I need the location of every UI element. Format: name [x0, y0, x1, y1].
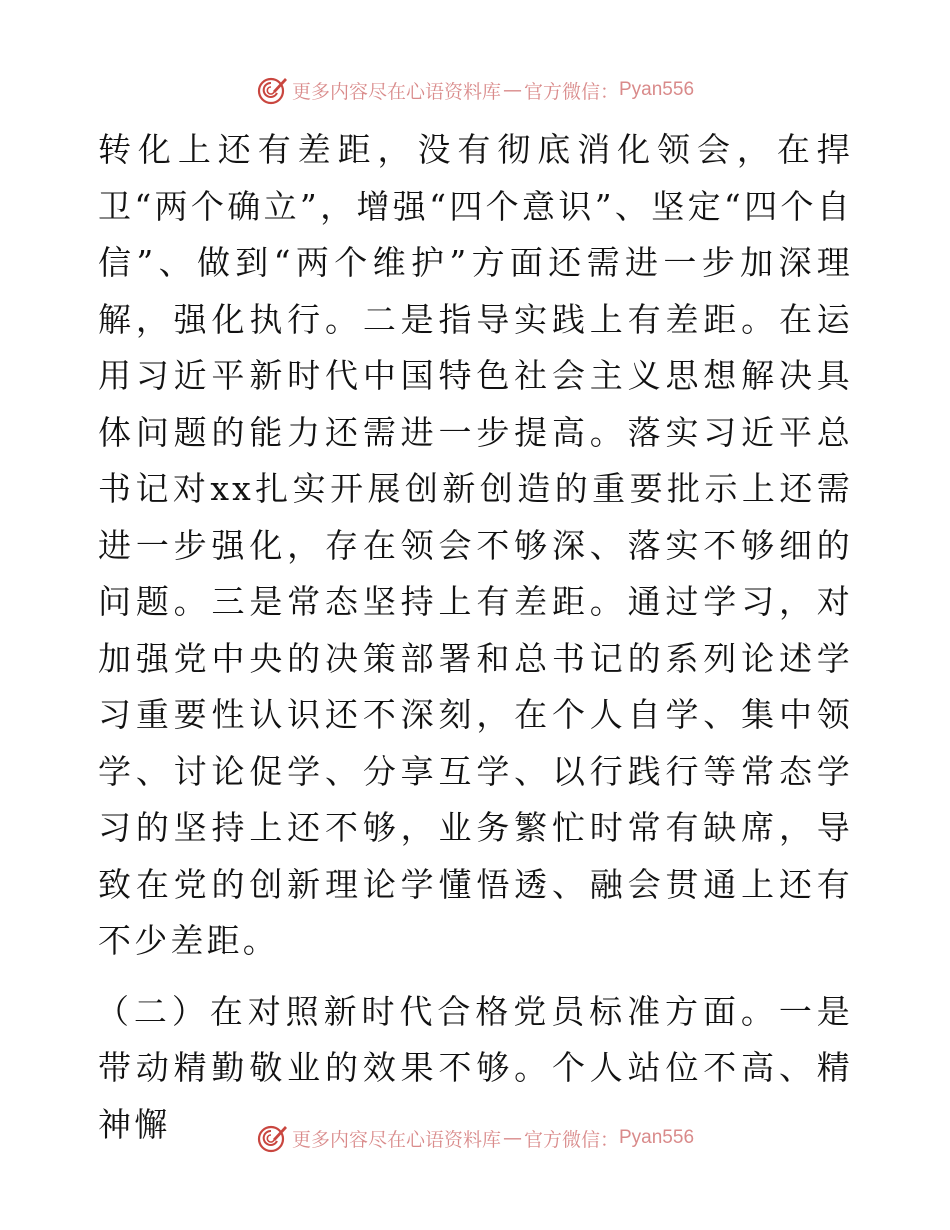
watermark-text: 更多内容尽在心语资料库: [291, 1128, 501, 1151]
paragraph-1: 转化上还有差距，没有彻底消化领会，在捍卫“两个确立”，增强“四个意识”、坚定“四个自信”、做到“两个维护”方面还需进一步加深理解，强化执行。二是指导实践上有差距。在运用习近平新时代中国特色社会主义思想解决具体问题的能力还需进一步提高。落实习近平总书记对xx扎实开展创新创造的重要批示上还需进一步强化，存在领会不够深、落实不够细的问题。三是常态坚持上有差距。通过学习，对加强党中央的决策部署和总书记的系列论述学习重要性认识还不深刻，在个人自学、集中领学、讨论促学、分享互学、以行践行等常态学习的坚持上还不够，业务繁忙时常有缺席，导致在党的创新理论学懂悟透、融会贯通上还有不少差距。: [98, 130, 853, 960]
watermark-suffix: 官方微信：: [523, 80, 619, 103]
document-body: [98, 122, 853, 1153]
watermark-wechat-id: Pyan556: [619, 79, 695, 100]
watermark-text: 更多内容尽在心语资料库: [291, 80, 501, 103]
watermark-wechat-id: Pyan556: [619, 1127, 695, 1148]
footer-watermark: [0, 1118, 950, 1158]
watermark-separator: —: [502, 79, 522, 101]
header-watermark: [0, 70, 950, 110]
watermark-separator: —: [502, 1127, 522, 1149]
spiral-pen-logo-icon: [256, 74, 288, 106]
watermark-suffix: 官方微信：: [523, 1128, 619, 1151]
spiral-pen-logo-icon: [256, 1122, 288, 1154]
paragraph-2: （二）在对照新时代合格党员标准方面。一是带动精勤敬业的效果不够。个人站位不高、精神懈: [96, 991, 853, 1144]
